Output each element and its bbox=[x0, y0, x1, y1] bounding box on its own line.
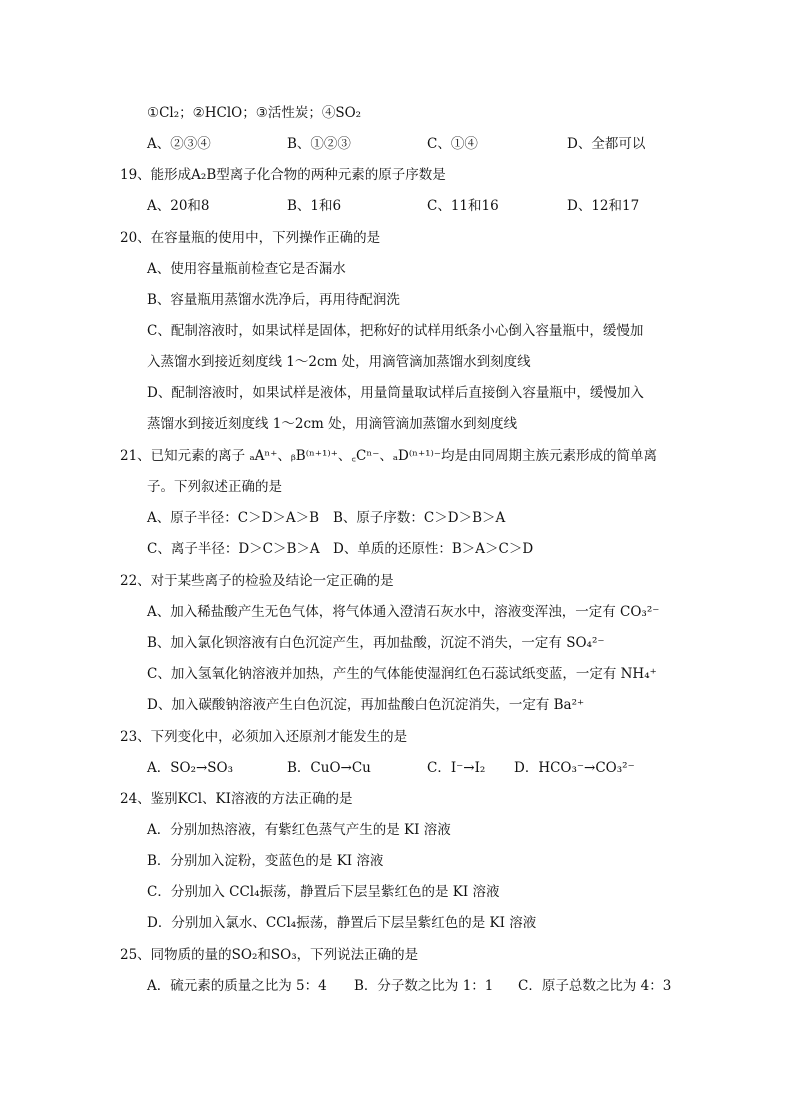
q19-stem: 19、能形成A₂B型离子化合物的两种元素的原子序数是 bbox=[120, 167, 446, 183]
prev-question-intro: ①Cl₂；②HClO；③活性炭；④SO₂ bbox=[147, 105, 362, 121]
q19-option-a: A、20和8 bbox=[147, 198, 210, 214]
q20-stem: 20、在容量瓶的使用中，下列操作正确的是 bbox=[120, 230, 381, 246]
q19-option-c: C、11和16 bbox=[427, 198, 499, 214]
q19-option-d: D、12和17 bbox=[567, 198, 640, 214]
q24-option-a: A．分别加热溶液，有紫红色蒸气产生的是 KI 溶液 bbox=[147, 822, 451, 838]
q22-stem: 22、对于某些离子的检验及结论一定正确的是 bbox=[120, 573, 394, 589]
q20-option-a: A、使用容量瓶前检查它是否漏水 bbox=[147, 261, 346, 277]
prev-option-a: A、②③④ bbox=[147, 136, 211, 152]
q21-option-c: C、离子半径：D＞C＞B＞A bbox=[147, 541, 320, 557]
q20-option-c-line1: C、配制溶液时，如果试样是固体，把称好的试样用纸条小心倒入容量瓶中，缓慢加 bbox=[147, 323, 644, 339]
q23-option-a: A．SO₂→SO₃ bbox=[147, 760, 234, 776]
q20-option-c-line2: 入蒸馏水到接近刻度线 1～2cm 处，用滴管滴加蒸馏水到刻度线 bbox=[147, 354, 531, 370]
q24-stem: 24、鉴别KCl、KI溶液的方法正确的是 bbox=[120, 791, 353, 807]
q21-option-a: A、原子半径：C＞D＞A＞B bbox=[147, 510, 320, 526]
q25-option-b: B．分子数之比为 1：1 bbox=[354, 978, 494, 994]
q24-option-b: B．分别加入淀粉，变蓝色的是 KI 溶液 bbox=[147, 853, 384, 869]
prev-option-d: D、全都可以 bbox=[567, 136, 646, 152]
q25-option-a: A．硫元素的质量之比为 5：4 bbox=[147, 978, 327, 994]
q20-option-d-line2: 蒸馏水到接近刻度线 1～2cm 处，用滴管滴加蒸馏水到刻度线 bbox=[147, 416, 518, 432]
q22-option-d: D、加入碳酸钠溶液产生白色沉淀，再加盐酸白色沉淀消失，一定有 Ba²⁺ bbox=[147, 697, 585, 713]
q25-option-c: C．原子总数之比为 4：3 bbox=[518, 978, 672, 994]
prev-option-c: C、①④ bbox=[427, 136, 478, 152]
q23-stem: 23、下列变化中，必须加入还原剂才能发生的是 bbox=[120, 729, 408, 745]
q22-option-a: A、加入稀盐酸产生无色气体，将气体通入澄清石灰水中，溶液变浑浊，一定有 CO₃²⁻ bbox=[147, 604, 660, 620]
q21-stem-line2: 子。下列叙述正确的是 bbox=[147, 479, 282, 495]
q21-option-d: D、单质的还原性：B＞A＞C＞D bbox=[333, 541, 534, 557]
q22-option-b: B、加入氯化钡溶液有白色沉淀产生，再加盐酸，沉淀不消失，一定有 SO₄²⁻ bbox=[147, 635, 605, 651]
q22-option-c: C、加入氢氧化钠溶液并加热，产生的气体能使湿润红色石蕊试纸变蓝，一定有 NH₄⁺ bbox=[147, 666, 657, 682]
q23-option-b: B．CuO→Cu bbox=[287, 760, 371, 776]
q21-stem-line1: 21、已知元素的离子 ₐAⁿ⁺、ᵦB⁽ⁿ⁺¹⁾⁺、꜀Cⁿ⁻、ₐD⁽ⁿ⁺¹⁾⁻均是由同周期主族元素形成的简单离 bbox=[120, 448, 657, 464]
q20-option-d-line1: D、配制溶液时，如果试样是液体，用量筒量取试样后直接倒入容量瓶中，缓慢加入 bbox=[147, 385, 644, 401]
q19-option-b: B、1和6 bbox=[287, 198, 342, 214]
q21-option-b: B、原子序数：C＞D＞B＞A bbox=[333, 510, 506, 526]
q24-option-c: C．分别加入 CCl₄振荡，静置后下层呈紫红色的是 KI 溶液 bbox=[147, 884, 500, 900]
prev-option-b: B、①②③ bbox=[287, 136, 351, 152]
q23-option-d: D．HCO₃⁻→CO₃²⁻ bbox=[514, 760, 635, 776]
q20-option-b: B、容量瓶用蒸馏水洗净后，再用待配润洗 bbox=[147, 292, 400, 308]
q25-stem: 25、同物质的量的SO₂和SO₃，下列说法正确的是 bbox=[120, 947, 419, 963]
q23-option-c: C．I⁻→I₂ bbox=[427, 760, 486, 776]
q24-option-d: D．分别加入氯水、CCl₄振荡，静置后下层呈紫红色的是 KI 溶液 bbox=[147, 915, 537, 931]
